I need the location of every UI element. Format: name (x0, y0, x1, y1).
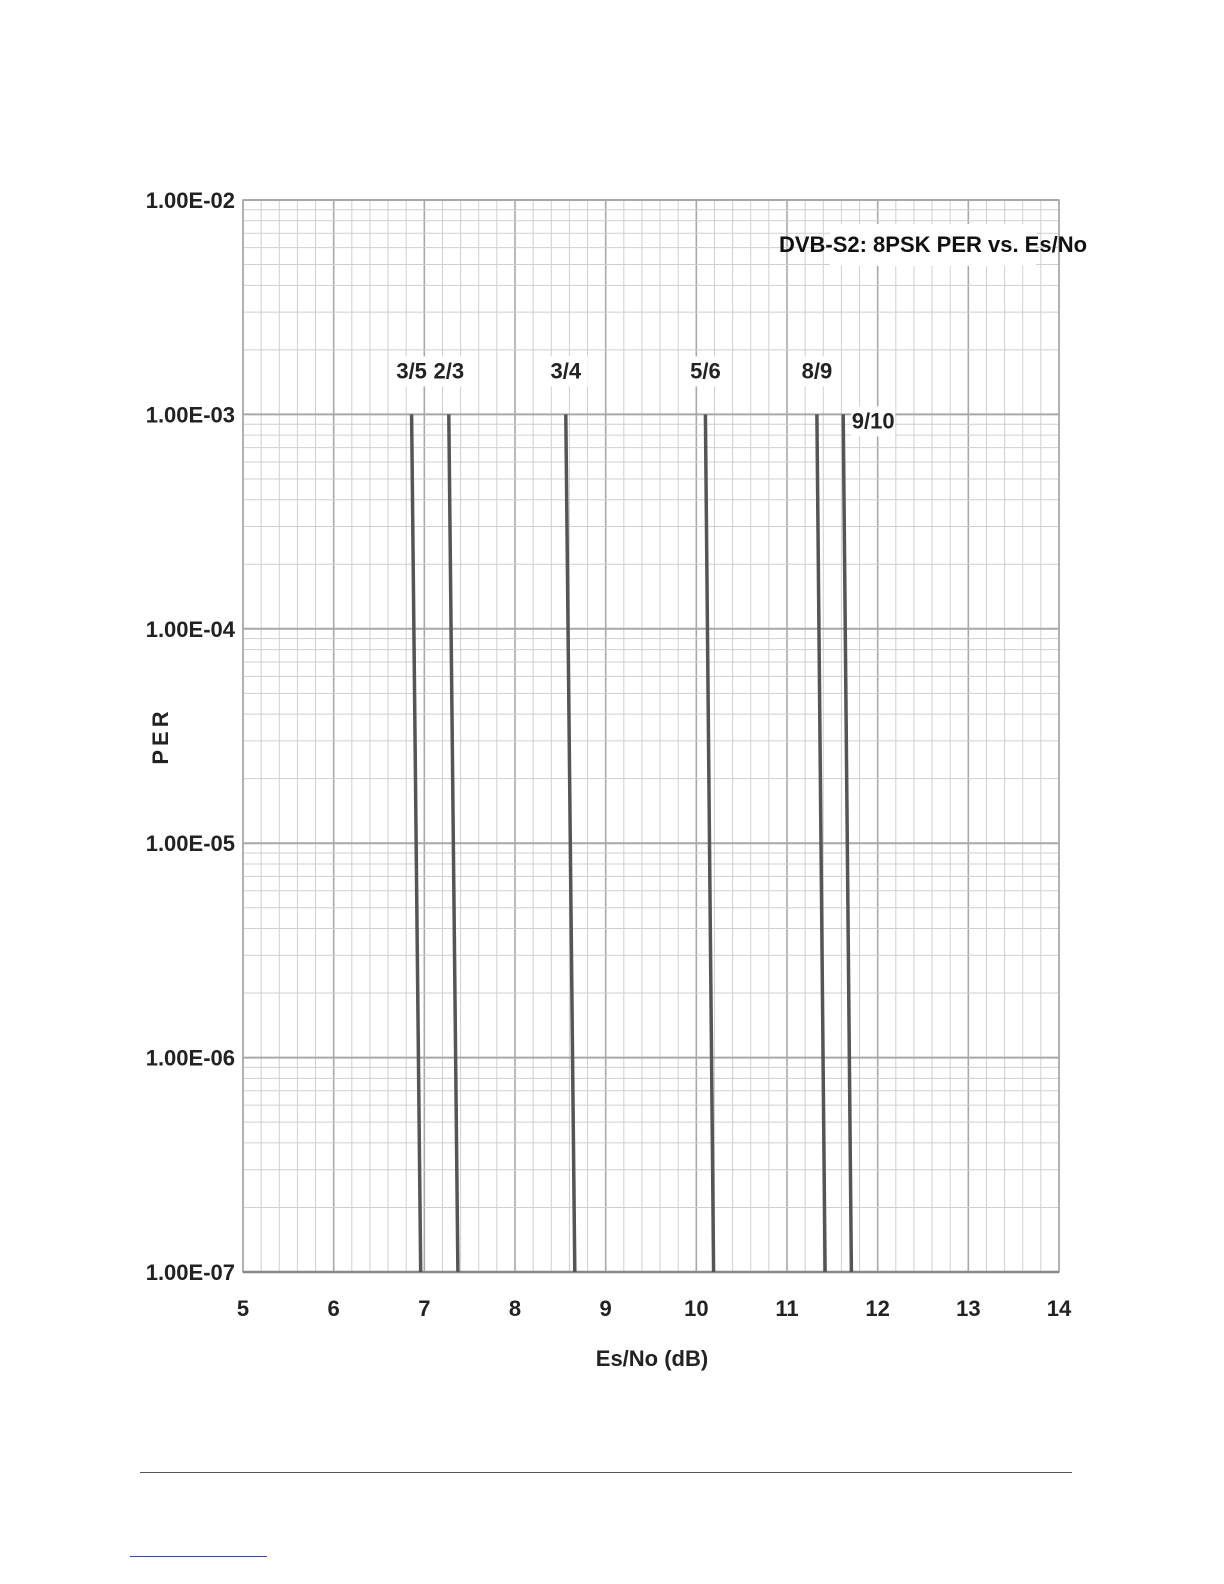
series-label-2-3: 2/3 (433, 358, 465, 384)
y-tick-label: 1.00E-06 (145, 1045, 235, 1071)
y-tick-label: 1.00E-03 (145, 402, 235, 428)
y-tick-label: 1.00E-04 (145, 616, 235, 642)
y-axis-title: PER (148, 707, 173, 765)
series-label-3-4: 3/4 (550, 358, 582, 384)
y-tick-label: 1.00E-05 (145, 831, 235, 857)
x-tick-label: 11 (775, 1296, 799, 1321)
x-axis-title: Es/No (dB) (595, 1346, 709, 1371)
x-tick-label: 13 (956, 1296, 981, 1321)
series-label-5-6: 5/6 (690, 358, 721, 384)
y-tick-label: 1.00E-07 (145, 1260, 235, 1285)
x-tick-label: 10 (684, 1296, 709, 1321)
x-tick-label: 6 (327, 1296, 340, 1321)
series-label-3-5: 3/5 (396, 358, 427, 384)
x-tick-label: 14 (1046, 1296, 1072, 1321)
footer-link-underline (130, 1556, 267, 1557)
y-tick-label: 1.00E-02 (145, 188, 235, 213)
footer-divider (140, 1472, 1072, 1473)
x-tick-label: 7 (418, 1296, 431, 1321)
series-label-8-9: 8/9 (801, 358, 833, 384)
grid (243, 200, 1059, 1272)
x-tick-label: 12 (865, 1296, 890, 1321)
x-tick-labels (237, 1296, 1072, 1321)
chart-title: DVB-S2: 8PSK PER vs. Es/No (778, 232, 1088, 257)
x-tick-label: 8 (508, 1296, 522, 1321)
series-label-9-10: 9/10 (851, 408, 895, 434)
x-tick-label: 9 (599, 1296, 612, 1321)
x-tick-label: 5 (236, 1296, 250, 1321)
plot-frame (243, 200, 1059, 1272)
